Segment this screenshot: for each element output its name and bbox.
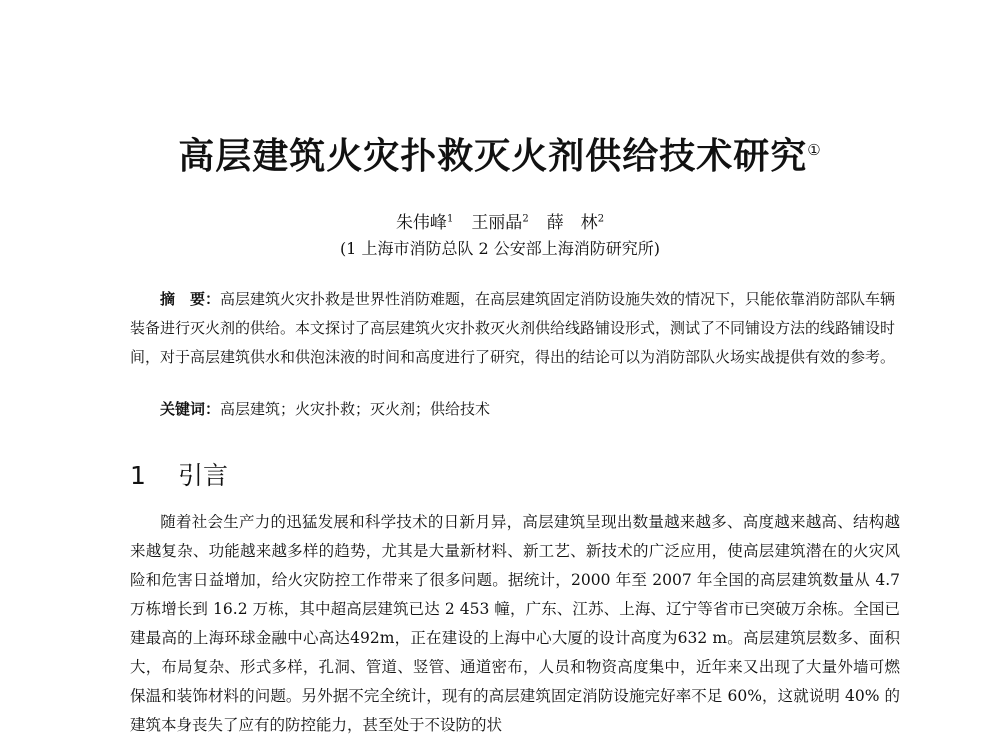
title-footnote-marker: ①: [807, 141, 822, 159]
section-number: 1: [130, 461, 146, 490]
abstract-label: 摘 要：: [160, 290, 221, 308]
section-heading: [130, 456, 228, 492]
intro-paragraph: [130, 508, 900, 740]
author-affiliation-marker: 1: [446, 213, 454, 225]
paper-title: [0, 128, 1000, 179]
keywords: [160, 398, 490, 419]
author-list: [0, 208, 1000, 233]
author-name: 朱伟峰: [395, 213, 447, 233]
intro-body: [130, 508, 900, 740]
abstract-text: 高层建筑火灾扑救是世界性消防难题，在高层建筑固定消防设施失效的情况下，只能依靠消防部队车辆装备进行灭火剂的供给。本文探讨了高层建筑火灾扑救灭火剂供给线路铺设形式，测试了不同铺设方法的线路铺设时间，对于高层建筑供水和供泡沫液的时间和高度进行了研究，得出的结论可以为消防部队火场实战提供有效的参考。: [130, 290, 896, 366]
section-title: 引言: [178, 461, 229, 490]
title-text: 高层建筑火灾扑救灭火剂供给技术研究: [178, 135, 808, 177]
author-affiliation-marker: 2: [597, 213, 605, 225]
keywords-label: 关键词：: [160, 400, 221, 418]
abstract: [130, 285, 900, 372]
intro-text: 随着社会生产力的迅猛发展和科学技术的日新月异，高层建筑呈现出数量越来越多、高度越来越高、结构越来越复杂、功能越来越多样的趋势，尤其是大量新材料、新工艺、新技术的广泛应用，使高层建筑潜在的火灾风险和危害日益增加，给火灾防控工作带来了很多问题。据统计，2000 年至 2007 年全国的高层建筑数量从 4.7 万栋增长到 16.2 万栋，其中超高层建筑已达 2 453 幢，广东、江苏、上海、辽宁等省市已突破万余栋。全国已建最高的上海环球金融中心高达492m，正在建设的上海中心大厦的设计高度为632 m。高层建筑层数多、面积大，布局复杂、形式多样，孔洞、管道、竖管、通道密布，人员和物资高度集中，近年来又出现了大量外墙可燃保温和装饰材料的问题。另外据不完全统计，现有的高层建筑固定消防设施完好率不足 60%，这就说明 40% 的建筑本身丧失了应有的防控能力，甚至处于不设防的状: [130, 513, 900, 734]
author-name: 王丽晶: [471, 213, 523, 233]
keywords-text: 高层建筑；火灾扑救；灭火剂；供给技术: [220, 400, 491, 418]
author-affiliation-marker: 2: [522, 213, 529, 225]
author-name: 薛 林: [546, 213, 598, 233]
affiliations: (1 上海市消防总队 2 公安部上海消防研究所): [339, 239, 661, 258]
